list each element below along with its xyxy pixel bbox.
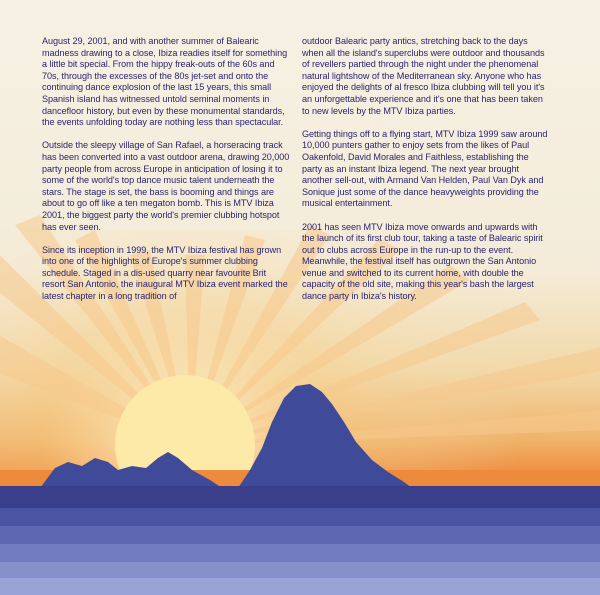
paragraph: 2001 has seen MTV Ibiza move onwards and upwards with the launch of its first club tour, taking a taste of Balearic spirit out to clubs across Europe in the run-up to the event. Meanwhile, the festival itself has outgrown the San Antonio venue and switched to its current home, with double the capacity of the old site, making this year's bash the largest dance party in Ibiza's history. — [302, 221, 543, 302]
paragraph: Since its inception in 1999, the MTV Ibiza festival has grown into one of the highlights of Europe's summer clubbing schedule. Staged in a dis-used quarry near favourite Brit resort San Antonio, the inaugural MTV Ibiza event marked the latest chapter in a long tradition of — [42, 244, 288, 302]
right-text-column — [302, 36, 550, 314]
paragraph: outdoor Balearic party antics, stretching back to the days when all the island's superclubs were outdoor and thousands of revellers partied through the night under the phenomenal natural lightshow of the Mediterranean sky. Anyone who has enjoyed the delights of al fresco Ibiza clubbing will tell you it's an unforgettable experience and it's one that has been taken to new levels by the MTV Ibiza parties. — [302, 36, 545, 116]
paragraph: Getting things off to a flying start, MTV Ibiza 1999 saw around 10,000 punters gather to enjoy sets from the likes of Paul Oakenfold, David Morales and Faithless, establishing the party as an instant Ibiza legend. The next year brought another sell-out, with Armand Van Helden, Paul Van Dyk and Sonique just some of the dance heavyweights providing the musical entertainment. — [302, 128, 548, 209]
sea — [0, 486, 600, 595]
paragraph: August 29, 2001, and with another summer of Balearic madness drawing to a close, Ibiza readies itself for something a little bit special. From the hippy freak-outs of the 60s and 70s, through the excesses of the 80s jet-set and onto the continuing dance explosion of the last 15 years, this small Spanish island has witnessed untold seminal moments in dancefloor history, but even by these monumental standards, the events unfolding today are nothing less than spectacular. — [42, 36, 288, 128]
paragraph: Outside the sleepy village of San Rafael, a horseracing track has been converted into a vast outdoor arena, drawing 20,000 party people from across Europe in anticipation of losing it to some of the world's top dance music talent underneath the stars. The stage is set, the bass is booming and things are about to go off like a ten megaton bomb. This is MTV Ibiza 2001, the biggest party the world's premier clubbing hotspot has ever seen. — [42, 140, 290, 232]
left-text-column — [42, 36, 290, 314]
